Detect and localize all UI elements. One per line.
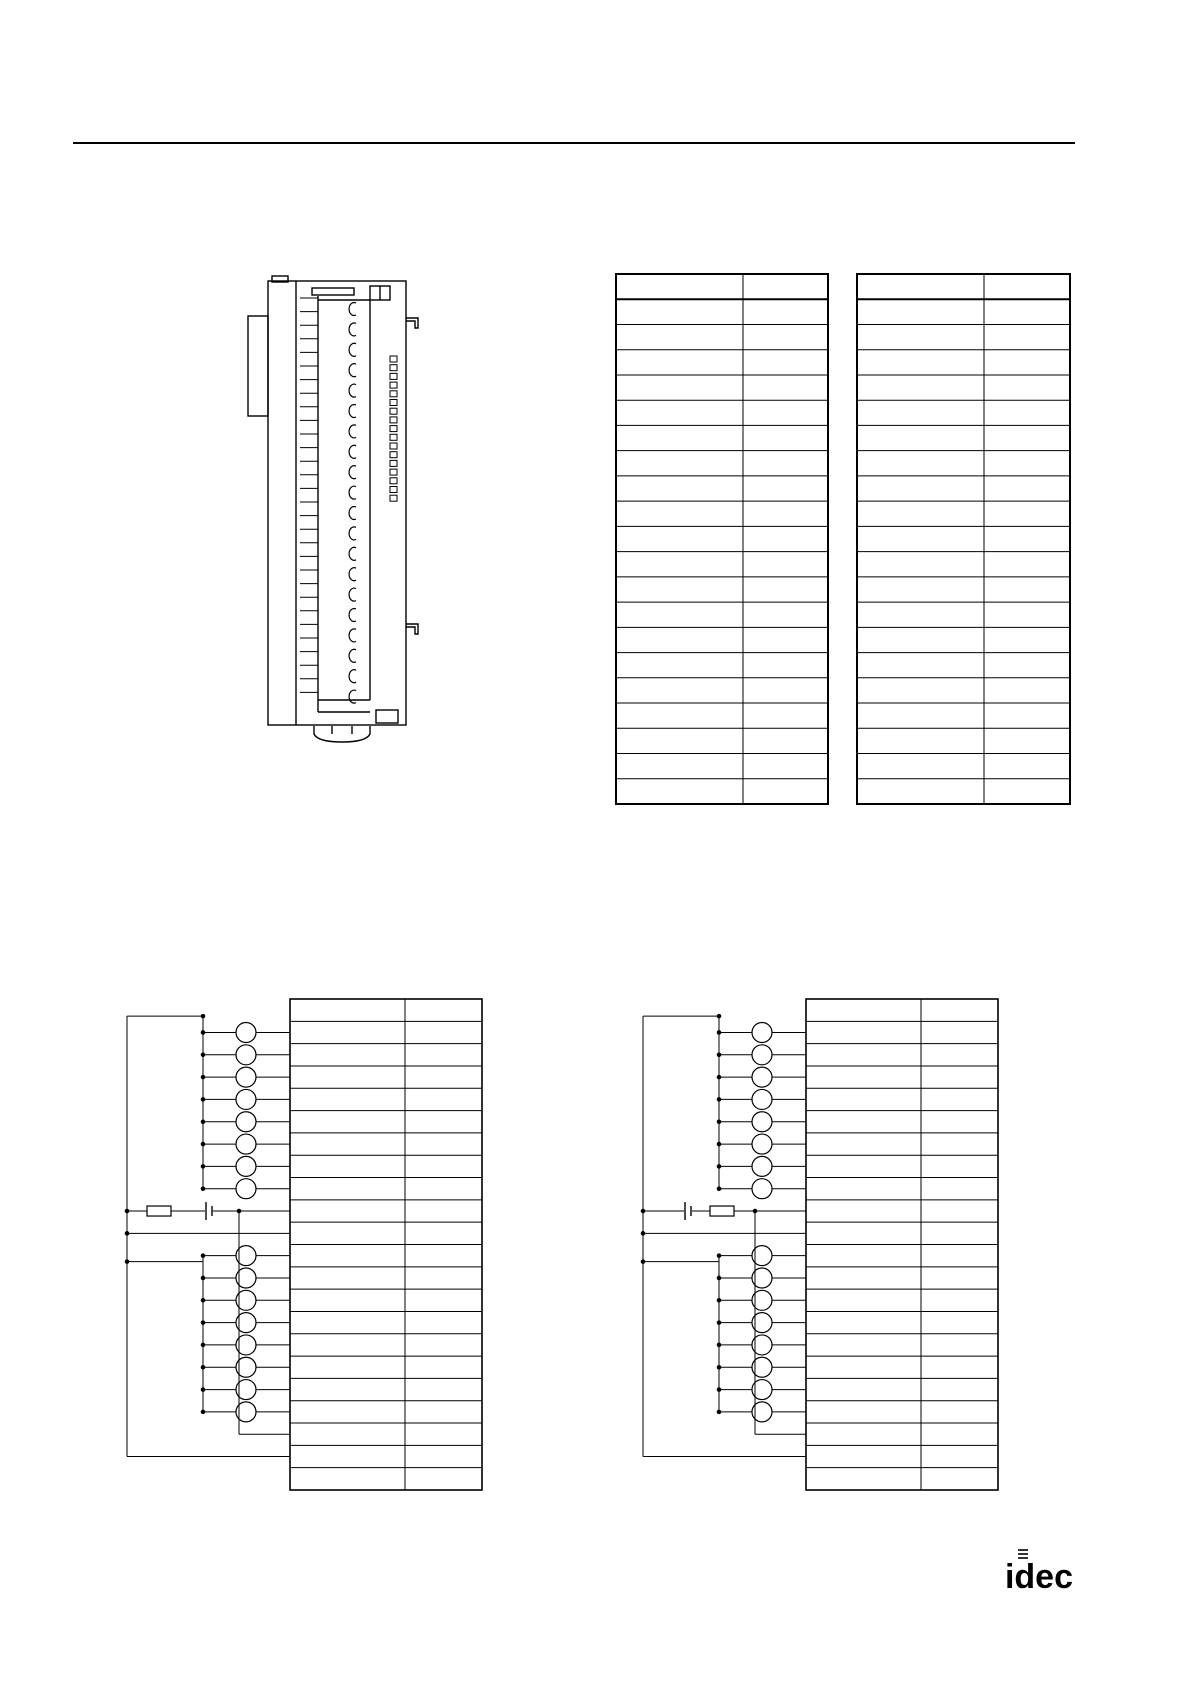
terminal-screw xyxy=(349,568,356,581)
status-led xyxy=(390,426,397,432)
status-led xyxy=(390,443,397,449)
terminal-screw xyxy=(349,507,356,520)
output-load-lamp xyxy=(752,1089,772,1109)
output-load-lamp xyxy=(236,1067,256,1087)
output-load-lamp xyxy=(752,1134,772,1154)
table-frame xyxy=(616,274,828,804)
terminal-screw xyxy=(349,364,356,377)
terminal-screw xyxy=(349,405,356,418)
output-load-lamp xyxy=(752,1179,772,1199)
terminal-screw xyxy=(349,588,356,601)
output-load-lamp xyxy=(752,1156,772,1176)
terminal-screw xyxy=(349,527,356,540)
terminal-screw xyxy=(349,384,356,397)
output-load-lamp xyxy=(752,1067,772,1087)
module-drawing xyxy=(248,276,418,742)
fuse xyxy=(147,1206,171,1216)
status-led xyxy=(390,452,397,458)
junction-dot xyxy=(201,1014,205,1018)
junction-dot xyxy=(717,1014,721,1018)
terminal-table-left xyxy=(616,274,828,804)
table-frame xyxy=(857,274,1070,804)
status-led xyxy=(390,391,397,397)
output-load-lamp xyxy=(752,1045,772,1065)
output-load-lamp xyxy=(752,1112,772,1132)
output-load-lamp xyxy=(236,1156,256,1176)
logo-text: idec xyxy=(1004,1558,1073,1596)
terminal-screw xyxy=(349,486,356,499)
terminal-screw xyxy=(349,323,356,336)
terminal-screw xyxy=(349,690,356,703)
wiring-diagram-sink xyxy=(125,999,482,1490)
terminal-screw xyxy=(349,649,356,662)
status-led xyxy=(390,417,397,423)
terminal-screw xyxy=(349,425,356,438)
status-led xyxy=(390,382,397,388)
output-load-lamp xyxy=(752,1022,772,1042)
terminal-screw xyxy=(349,629,356,642)
output-load-lamp xyxy=(236,1045,256,1065)
status-led xyxy=(390,495,397,501)
terminal-screw xyxy=(349,670,356,683)
status-led xyxy=(390,487,397,493)
status-led xyxy=(390,365,397,371)
status-led xyxy=(390,434,397,440)
output-load-lamp xyxy=(236,1089,256,1109)
status-led xyxy=(390,478,397,484)
status-led xyxy=(390,408,397,414)
wiring-diagram-source xyxy=(641,999,998,1490)
terminal-screw xyxy=(349,609,356,622)
terminal-screw xyxy=(349,445,356,458)
output-load-lamp xyxy=(236,1134,256,1154)
terminal-screw xyxy=(349,343,356,356)
status-led xyxy=(390,460,397,466)
terminal-screw xyxy=(349,466,356,479)
fuse xyxy=(710,1206,734,1216)
output-load-lamp xyxy=(236,1112,256,1132)
status-led xyxy=(390,356,397,362)
terminal-screw xyxy=(349,547,356,560)
status-led xyxy=(390,373,397,379)
idec-logo xyxy=(1005,1550,1073,1596)
output-load-lamp xyxy=(236,1022,256,1042)
output-load-lamp xyxy=(236,1179,256,1199)
terminal-table-right xyxy=(857,274,1070,804)
status-led xyxy=(390,469,397,475)
status-led xyxy=(390,400,397,406)
terminal-screw xyxy=(349,303,356,316)
